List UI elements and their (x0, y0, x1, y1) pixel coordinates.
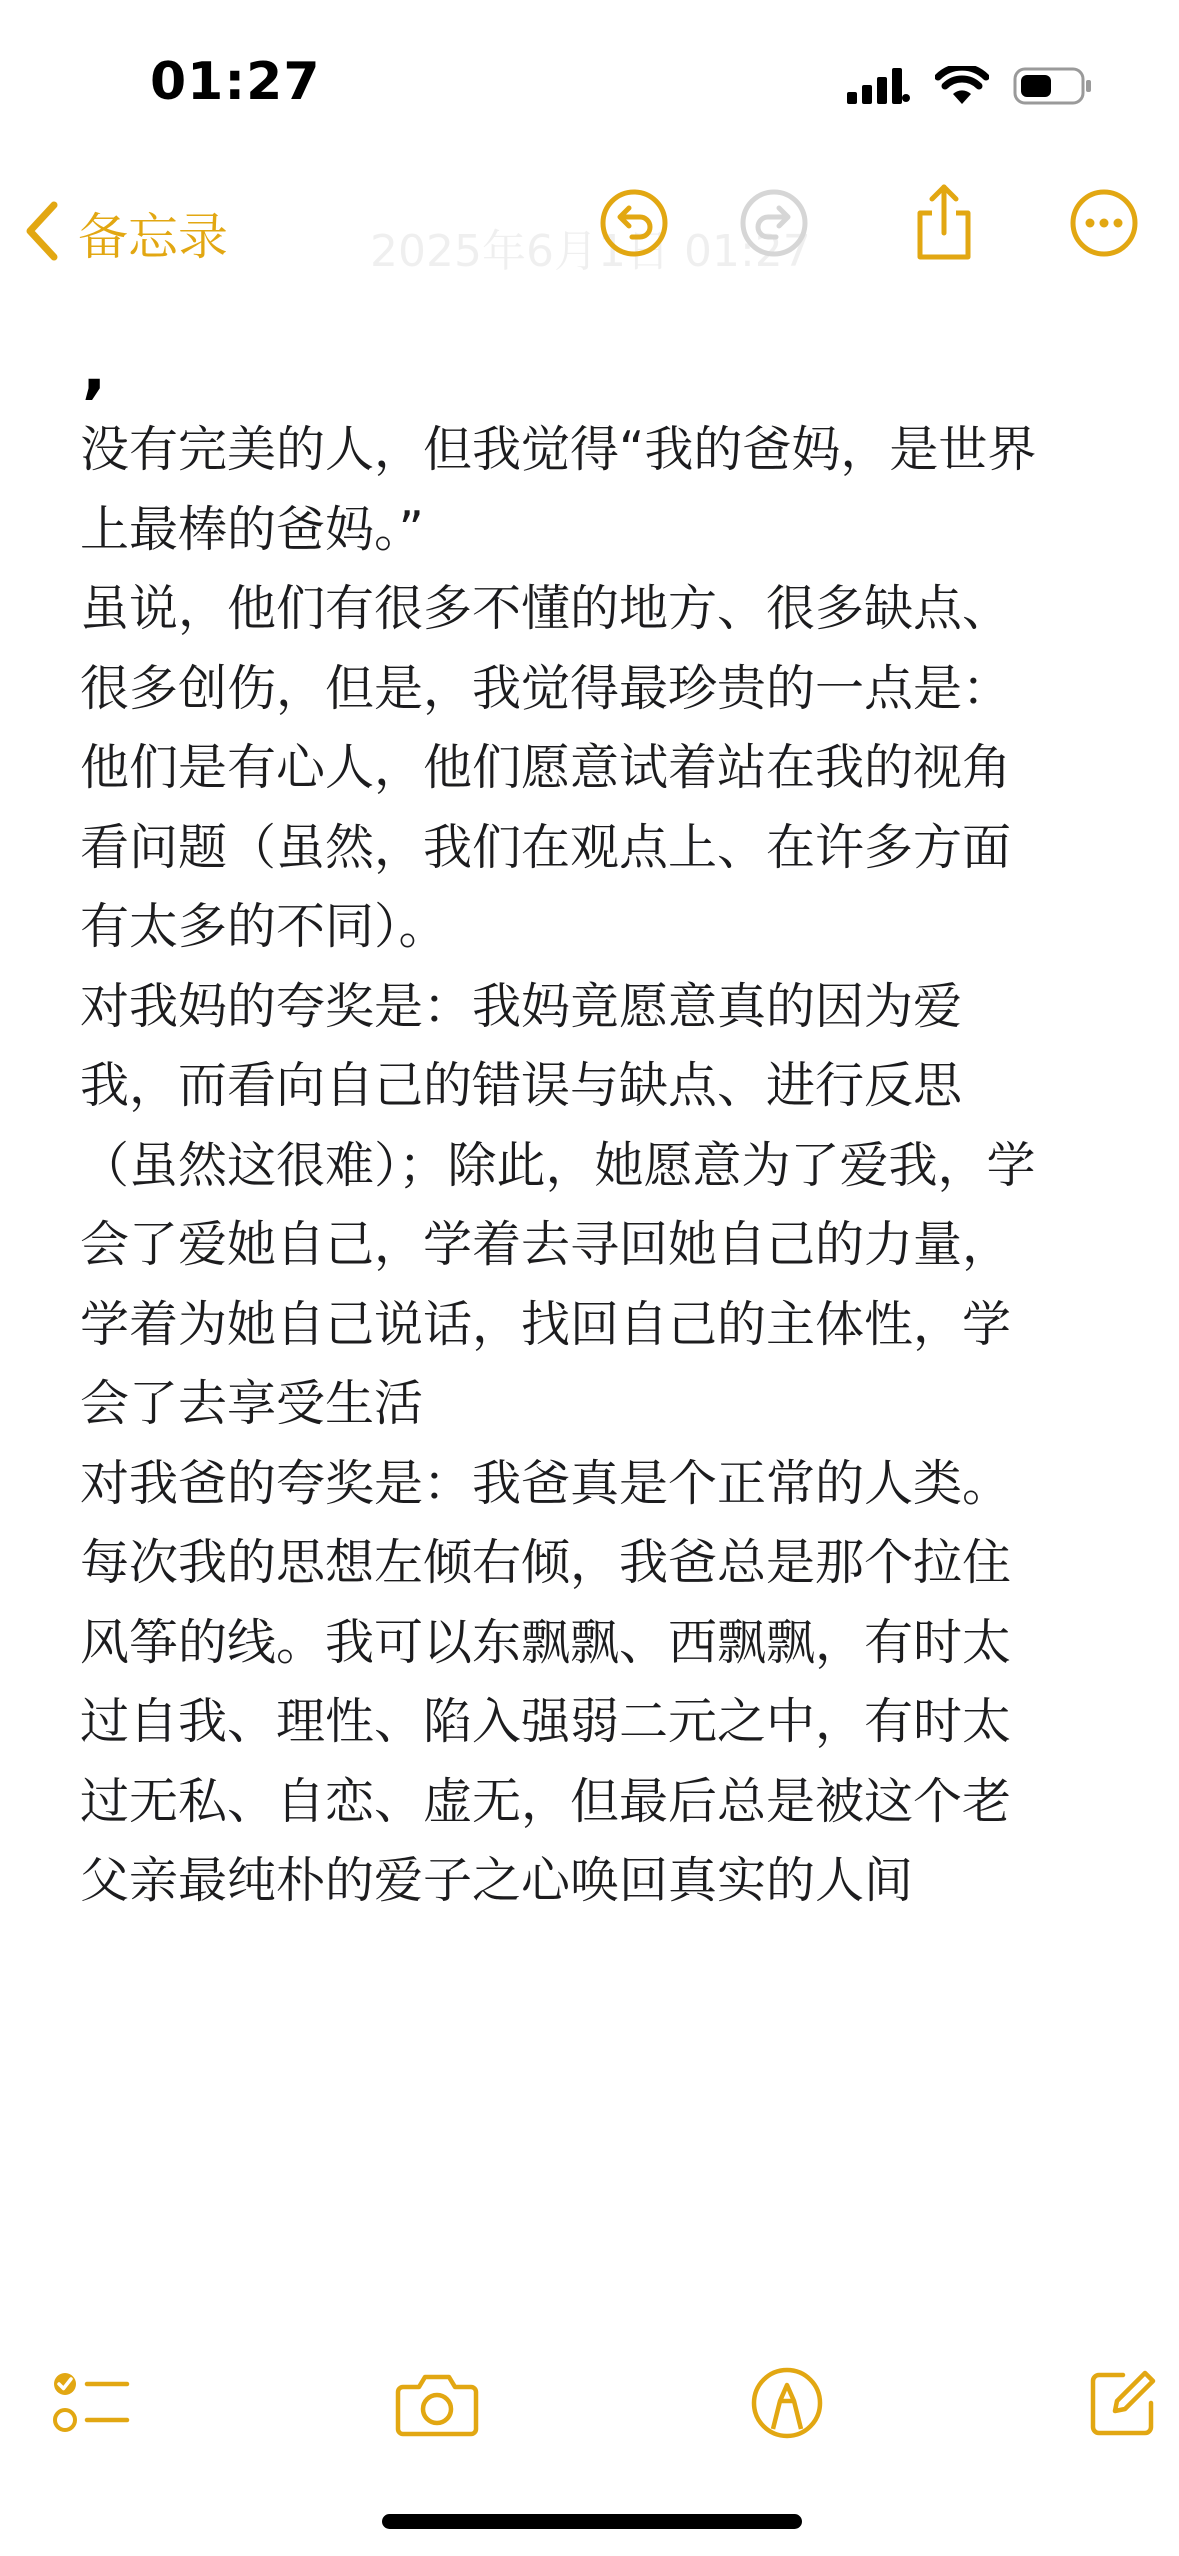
note-date-title: 2025年6月1日 01:27 (370, 226, 811, 277)
note-leading-mark: , (82, 333, 107, 407)
note-line: 很多创伤，但是，我觉得最珍贵的一点是： (80, 659, 1012, 717)
more-button[interactable] (1066, 187, 1142, 263)
more-icon (1068, 187, 1140, 263)
back-button[interactable] (22, 197, 228, 269)
status-time: 01:27 (150, 52, 321, 112)
compose-button[interactable] (1078, 2360, 1168, 2450)
share-icon (912, 183, 976, 267)
undo-button[interactable] (596, 187, 672, 263)
note-line: 每次我的思想左倾右倾，我爸总是那个拉住 (80, 1534, 1012, 1591)
back-label: 备忘录 (78, 208, 228, 266)
note-text (80, 410, 1120, 1921)
battery-icon (1013, 66, 1093, 110)
note-line: 我，而看向自己的错误与缺点、进行反思 (80, 1057, 963, 1114)
chevron-left-icon (22, 199, 62, 267)
note-line: 过无私、自恋、虚无，但最后总是被这个老 (80, 1772, 1012, 1830)
note-line: 他们是有心人，他们愿意试着站在我的视角 (80, 739, 1012, 796)
note-line: 过自我、理性、陷入强弱二元之中，有时太 (80, 1693, 1012, 1750)
camera-icon (395, 2369, 479, 2441)
note-line: 学着为她自己说话，找回自己的主体性，学 (80, 1295, 1012, 1353)
note-line: 会了爱她自己，学着去寻回她自己的力量， (80, 1216, 1012, 1273)
note-line: 对我爸的夸奖是：我爸真是个正常的人类。 (80, 1454, 1012, 1512)
wifi-icon (935, 66, 989, 110)
redo-button[interactable] (736, 187, 812, 263)
nav-bar (0, 175, 1179, 285)
undo-icon (598, 187, 670, 263)
cellular-signal-icon (847, 68, 911, 108)
checklist-icon (51, 2368, 131, 2442)
note-line: 有太多的不同）。 (80, 898, 448, 955)
note-line: 父亲最纯朴的爱子之心唤回真实的人间 (80, 1852, 914, 1909)
status-icons (847, 66, 1093, 110)
note-body[interactable] (80, 333, 1120, 1921)
camera-button[interactable] (392, 2360, 482, 2450)
redo-icon (738, 187, 810, 263)
note-line: 看问题（虽然，我们在观点上、在许多方面 (80, 818, 1012, 876)
note-line: （虽然这很难）；除此，她愿意为了爱我，学 (80, 1136, 1036, 1194)
note-line: 风筝的线。我可以东飘飘、西飘飘，有时太 (80, 1613, 1012, 1671)
status-bar (0, 0, 1179, 150)
markup-button[interactable] (742, 2360, 832, 2450)
note-line: 没有完美的人，但我觉得“我的爸妈，是世界 (80, 421, 1037, 478)
markup-icon (749, 2365, 825, 2445)
note-line: 对我妈的夸奖是：我妈竟愿意真的因为爱 (80, 977, 963, 1035)
note-line: 会了去享受生活 (80, 1375, 424, 1432)
bottom-toolbar (0, 2360, 1179, 2460)
share-button[interactable] (906, 187, 982, 263)
home-indicator (382, 2514, 802, 2529)
compose-icon (1087, 2367, 1159, 2443)
note-line: 虽说，他们有很多不懂的地方、很多缺点、 (80, 580, 1012, 637)
note-line: 上最棒的爸妈。” (80, 500, 424, 558)
checklist-button[interactable] (46, 2360, 136, 2450)
